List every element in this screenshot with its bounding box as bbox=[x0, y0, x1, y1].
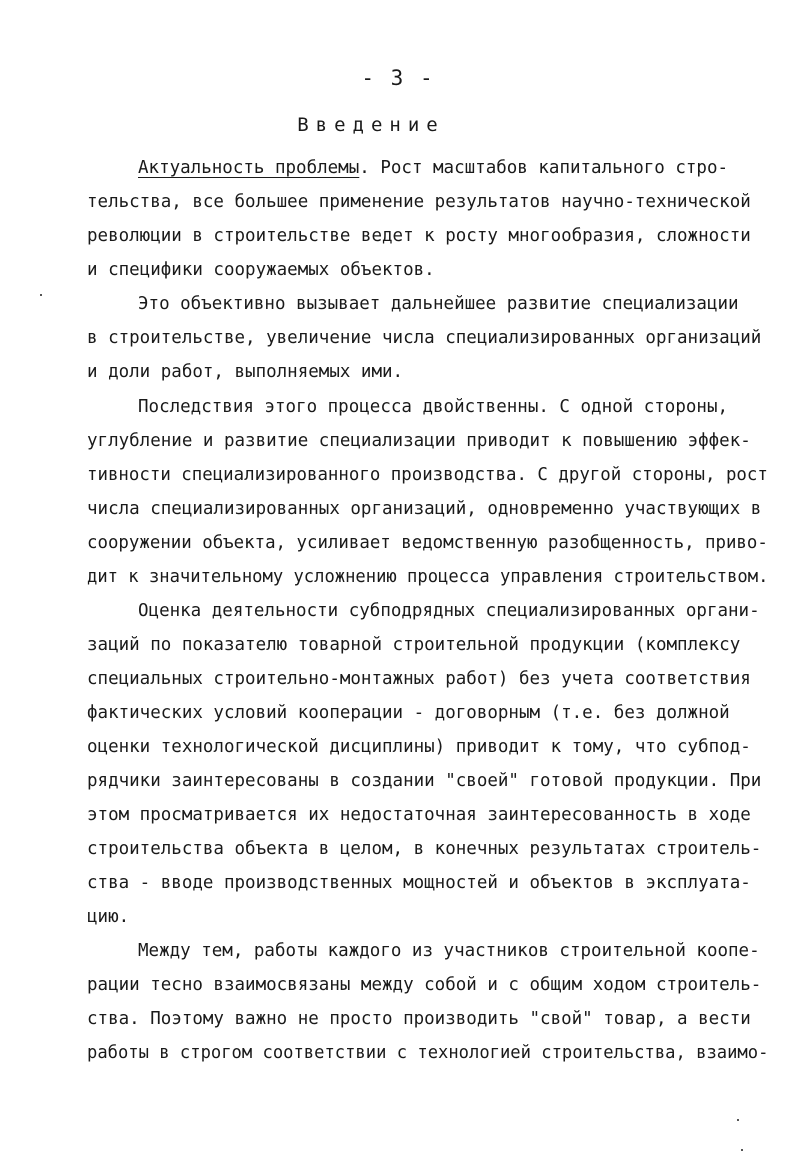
text-line: сооружении объекта, усиливает ведомственную разобщенность, приво- bbox=[87, 533, 768, 553]
text-line: числа специализированных организаций, одновременно участвующих в bbox=[87, 499, 762, 519]
text-line: и доли работ, выполняемых ими. bbox=[87, 362, 404, 382]
text-line: строительства объекта в целом, в конечных результатах строитель- bbox=[87, 839, 762, 859]
text-line: рации тесно взаимосвязаны между собой и с общим ходом строитель- bbox=[87, 975, 762, 995]
text-line: Это объективно вызывает дальнейшее развитие специализации bbox=[138, 294, 739, 314]
text-line: Последствия этого процесса двойственны. С одной стороны, bbox=[138, 397, 729, 417]
line-text: . Рост масштабов капитального стро- bbox=[359, 158, 729, 178]
text-line: Между тем, работы каждого из участников строительной коопе- bbox=[138, 941, 760, 961]
text-line: в строительстве, увеличение числа специализированных организаций bbox=[87, 328, 762, 348]
text-line: заций по показателю товарной строительной продукции (комплексу bbox=[87, 635, 741, 655]
scan-speck bbox=[40, 294, 42, 296]
text-line: и специфики сооружаемых объектов. bbox=[87, 260, 435, 280]
text-line: фактических условий кооперации - договорным (т.е. без должной bbox=[87, 703, 730, 723]
text-line: оценки технологической дисциплины) приводит к тому, что субпод- bbox=[87, 737, 751, 757]
text-line: углубление и развитие специализации приводит к повышению эффек- bbox=[87, 431, 751, 451]
text-line: революции в строительстве ведет к росту многообразия, сложности bbox=[87, 226, 751, 246]
topic-label: Актуальность проблемы bbox=[138, 158, 360, 178]
scan-speck bbox=[737, 1119, 739, 1121]
text-line: рядчики заинтересованы в создании "своей" готовой продукции. При bbox=[87, 771, 762, 791]
scan-speck bbox=[741, 1149, 743, 1151]
text-line: тивности специализированного производства. С другой стороны, рост bbox=[87, 465, 768, 485]
text-line: ства. Поэтому важно не просто производить "свой" товар, а вести bbox=[87, 1009, 751, 1029]
text-line: ства - вводе производственных мощностей и объектов в эксплуата- bbox=[87, 873, 751, 893]
text-line: Оценка деятельности субподрядных специализированных органи- bbox=[138, 601, 760, 621]
text-line: дит к значительному усложнению процесса управления строительством. bbox=[87, 567, 769, 587]
text-line: этом просматривается их недостаточная заинтересованность в ходе bbox=[87, 805, 751, 825]
section-heading: Введение bbox=[297, 114, 445, 136]
text-line: специальных строительно-монтажных работ) без учета соответствия bbox=[87, 669, 751, 689]
page-number: - 3 - bbox=[361, 66, 435, 90]
text-line bbox=[138, 157, 728, 179]
text-line: тельства, все большее применение результатов научно-технической bbox=[87, 192, 751, 212]
text-line: работы в строгом соответствии с технологией строительства, взаимо- bbox=[87, 1043, 769, 1063]
text-line: цию. bbox=[87, 907, 130, 927]
